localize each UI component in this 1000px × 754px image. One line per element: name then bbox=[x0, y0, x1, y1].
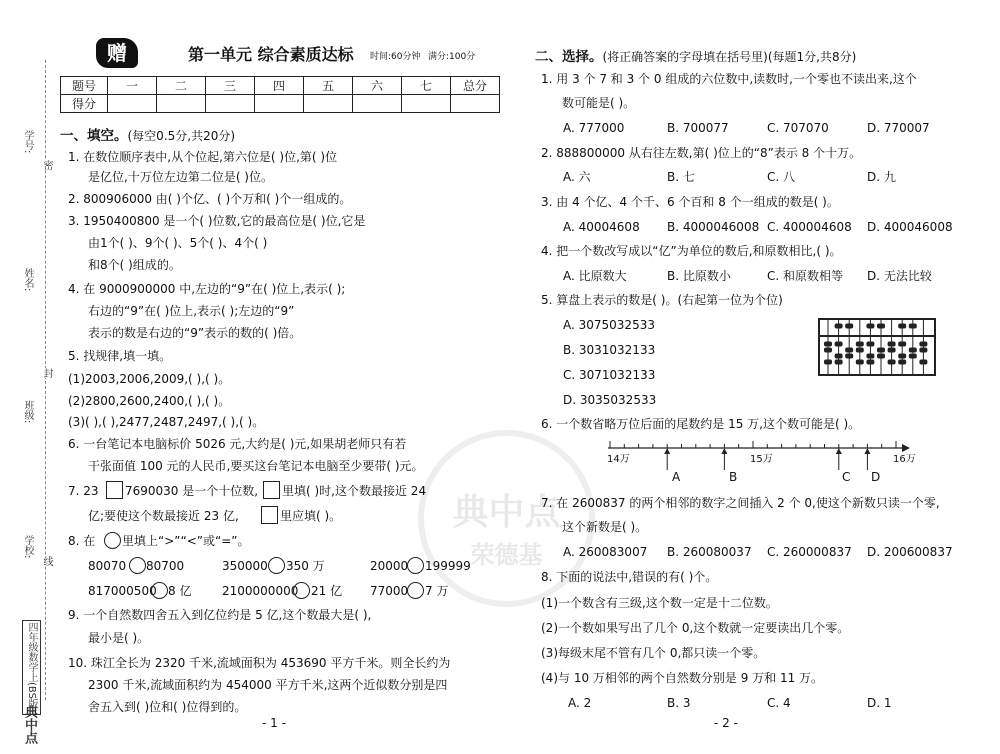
q-line: 干张面值 100 元的人民币,要买这台笔记本电脑至少要带( )元。 bbox=[88, 459, 424, 473]
binding-line bbox=[45, 60, 46, 700]
compare-right: 350 万 bbox=[286, 559, 325, 573]
number-line-pointer-head bbox=[721, 448, 727, 454]
compare-right: 7 万 bbox=[425, 584, 449, 598]
abacus-bead bbox=[877, 324, 885, 329]
q8-start: 8. 在 bbox=[68, 534, 96, 548]
compare-left: 817000500 bbox=[88, 584, 157, 598]
option[interactable]: B. 3031032133 bbox=[563, 343, 656, 357]
binding-mark-mi: 密 bbox=[41, 160, 52, 170]
answer-box[interactable] bbox=[106, 481, 123, 499]
option[interactable]: D. 400046008 bbox=[867, 220, 953, 234]
abacus-bead bbox=[877, 348, 885, 353]
abacus-diagram bbox=[818, 318, 936, 376]
score-input[interactable] bbox=[255, 95, 304, 113]
compare-circle[interactable] bbox=[407, 582, 424, 599]
compare-circle[interactable] bbox=[268, 557, 285, 574]
number-line-point: B bbox=[729, 470, 738, 484]
q-line: 是亿位,十万位左边第二位是( )位。 bbox=[88, 170, 273, 184]
page-number-right: - 2 - bbox=[714, 716, 738, 730]
q-line: 3. 由 4 个亿、4 个千、6 个百和 8 个一组成的数是( )。 bbox=[541, 195, 839, 209]
score-cell: 二 bbox=[157, 77, 206, 95]
abacus-bead bbox=[888, 360, 896, 365]
option[interactable]: A. 40004608 bbox=[563, 220, 640, 234]
option[interactable]: A. 3075032533 bbox=[563, 318, 655, 332]
number-line-point: C bbox=[842, 470, 851, 484]
q-line: 1. 在数位顺序表中,从个位起,第六位是( )位,第( )位 bbox=[68, 150, 338, 164]
abacus-bead bbox=[909, 324, 917, 329]
section2-title: 二、选择。(将正确答案的字母填在括号里)(每题1分,共8分) bbox=[535, 49, 857, 65]
option[interactable]: C. 707070 bbox=[767, 121, 829, 135]
q-line: 2. 800906000 由( )个亿、( )个万和( )个一组成的。 bbox=[68, 192, 352, 206]
abacus-bead bbox=[845, 354, 853, 359]
compare-left: 77000 bbox=[370, 584, 409, 598]
q-line: (3)( ),( ),2477,2487,2497,( ),( )。 bbox=[68, 415, 265, 429]
option[interactable]: A. 260083007 bbox=[563, 545, 648, 559]
q-line: (1)一个数含有三级,这个数一定是十二位数。 bbox=[541, 596, 778, 610]
abacus-bead bbox=[898, 342, 906, 347]
option[interactable]: B. 260080037 bbox=[667, 545, 752, 559]
number-line-pointer-head bbox=[664, 448, 670, 454]
abacus-bead bbox=[866, 354, 874, 359]
book-title: 四年级数学上(BS版) bbox=[22, 620, 41, 715]
option[interactable]: C. 3071032133 bbox=[563, 368, 656, 382]
compare-right: 199999 bbox=[425, 559, 471, 573]
abacus-bead bbox=[909, 354, 917, 359]
q7-line2-end: 里应填( )。 bbox=[280, 509, 342, 523]
q-line: 舍五入到( )位和( )位得到的。 bbox=[88, 700, 247, 714]
option[interactable]: A. 比原数大 bbox=[563, 269, 627, 283]
binding-mark-xian: 线 bbox=[41, 556, 52, 566]
q-line: 7. 在 2600837 的两个相邻的数字之间插入 2 个 0,使这个新数只读一个零, bbox=[541, 496, 940, 510]
compare-right: 8 亿 bbox=[168, 584, 192, 598]
answer-box[interactable] bbox=[261, 506, 278, 524]
option[interactable]: D. 1 bbox=[867, 696, 892, 710]
q-line: 由1个( )、9个( )、5个( )、4个( ) bbox=[88, 236, 268, 250]
abacus-bead bbox=[866, 342, 874, 347]
compare-right: 80700 bbox=[146, 559, 185, 573]
option[interactable]: B. 3 bbox=[667, 696, 691, 710]
option[interactable]: C. 和原数相等 bbox=[767, 269, 844, 283]
q-line: (2)2800,2600,2400,( ),( )。 bbox=[68, 394, 231, 408]
binding-label-school: 学校: bbox=[22, 535, 33, 559]
abacus-bead bbox=[909, 348, 917, 353]
number-line-pointer-head bbox=[864, 448, 870, 454]
compare-circle[interactable] bbox=[104, 532, 121, 549]
abacus-bead bbox=[856, 348, 864, 353]
option[interactable]: C. 400004608 bbox=[767, 220, 852, 234]
q-line: 数可能是( )。 bbox=[562, 96, 636, 110]
gift-badge: 赠 bbox=[96, 38, 138, 68]
abacus-bead bbox=[856, 342, 864, 347]
option[interactable]: B. 七 bbox=[667, 170, 695, 184]
compare-right: 21 亿 bbox=[311, 584, 343, 598]
score-cell: 总分 bbox=[451, 77, 500, 95]
number-line-point: A bbox=[672, 470, 681, 484]
option[interactable]: C. 八 bbox=[767, 170, 796, 184]
number-line-arrow bbox=[902, 444, 910, 452]
q8-end: 里填上“>”“<”或“=”。 bbox=[122, 534, 250, 548]
q7-line2: 亿;要使这个数最接近 23 亿, bbox=[88, 509, 239, 523]
abacus-bead bbox=[888, 342, 896, 347]
abacus-bead bbox=[898, 324, 906, 329]
score-cell: 三 bbox=[206, 77, 255, 95]
score-input[interactable] bbox=[108, 95, 157, 113]
compare-circle[interactable] bbox=[293, 582, 310, 599]
abacus-bead bbox=[824, 348, 832, 353]
q-line: 1. 用 3 个 7 和 3 个 0 组成的六位数中,读数时,一个零也不读出来,这个 bbox=[541, 72, 917, 86]
compare-left: 350000 bbox=[222, 559, 268, 573]
score-cell: 五 bbox=[304, 77, 353, 95]
q-line: 10. 珠江全长为 2320 千米,流域面积为 453690 平方千米。则全长约为 bbox=[68, 656, 451, 670]
score-cell: 四 bbox=[255, 77, 304, 95]
abacus-bead bbox=[898, 354, 906, 359]
answer-box[interactable] bbox=[263, 481, 280, 499]
score-cell: 七 bbox=[402, 77, 451, 95]
compare-circle[interactable] bbox=[129, 557, 146, 574]
q-line: 4. 把一个数改写成以“亿”为单位的数后,和原数相比,( )。 bbox=[541, 244, 842, 258]
abacus-bead bbox=[845, 348, 853, 353]
brand-logo: 典中点 bbox=[22, 705, 37, 744]
score-input[interactable] bbox=[402, 95, 451, 113]
score-cell: 得分 bbox=[61, 95, 108, 113]
q-line: 2300 千米,流域面积约为 454000 平方千米,这两个近似数分别是四 bbox=[88, 678, 448, 692]
page-number-left: - 1 - bbox=[262, 716, 286, 730]
abacus-bead bbox=[824, 360, 832, 365]
abacus-rods bbox=[824, 320, 927, 374]
abacus-bead bbox=[856, 360, 864, 365]
abacus-bead bbox=[835, 360, 843, 365]
score-input[interactable] bbox=[206, 95, 255, 113]
number-line-label: 15万 bbox=[750, 454, 773, 465]
option[interactable]: D. 九 bbox=[867, 170, 896, 184]
q-line: 这个新数是( )。 bbox=[562, 520, 648, 534]
q-line: (4)与 10 万相邻的两个自然数分别是 9 万和 11 万。 bbox=[541, 671, 824, 685]
compare-circle[interactable] bbox=[407, 557, 424, 574]
score-input[interactable] bbox=[353, 95, 402, 113]
q-line: 表示的数是右边的“9”表示的数的( )倍。 bbox=[88, 326, 302, 340]
q-line: 9. 一个自然数四舍五入到亿位约是 5 亿,这个数最大是( ), bbox=[68, 608, 372, 622]
compare-left: 80070 bbox=[88, 559, 127, 573]
binding-mark-feng: 封 bbox=[41, 368, 52, 378]
option[interactable]: B. 700077 bbox=[667, 121, 729, 135]
number-line-label: 16万 bbox=[893, 454, 916, 465]
abacus-bead bbox=[866, 324, 874, 329]
option[interactable]: B. 比原数小 bbox=[667, 269, 731, 283]
score-input[interactable] bbox=[451, 95, 500, 113]
q7-mid: 7690030 是一个十位数, bbox=[125, 484, 259, 498]
option[interactable]: A. 2 bbox=[568, 696, 592, 710]
abacus-bead bbox=[919, 348, 927, 353]
q-line: (1)2003,2006,2009,( ),( )。 bbox=[68, 372, 231, 386]
score-table bbox=[60, 76, 500, 113]
option[interactable]: A. 六 bbox=[563, 170, 591, 184]
abacus-bead bbox=[898, 360, 906, 365]
unit-title: 第一单元 综合素质达标 bbox=[188, 45, 354, 64]
option[interactable]: D. 770007 bbox=[867, 121, 930, 135]
watermark-text: 典中点 bbox=[452, 492, 561, 533]
abacus-bead bbox=[845, 324, 853, 329]
number-line-label: 14万 bbox=[607, 454, 630, 465]
abacus-bead bbox=[835, 342, 843, 347]
q-line: (2)一个数如果写出了几个 0,这个数就一定要读出几个零。 bbox=[541, 621, 850, 635]
compare-circle[interactable] bbox=[151, 582, 168, 599]
q7-end: 里填( )时,这个数最接近 24 bbox=[282, 484, 427, 498]
number-line-pointer-head bbox=[836, 448, 842, 454]
q-line: 最小是( )。 bbox=[88, 631, 150, 645]
option[interactable]: A. 777000 bbox=[563, 121, 625, 135]
q-line: 6. 一台笔记本电脑标价 5026 元,大约是( )元,如果胡老师只有若 bbox=[68, 437, 407, 451]
score-cell: 六 bbox=[353, 77, 402, 95]
option[interactable]: B. 4000046008 bbox=[667, 220, 760, 234]
q-line: 4. 在 9000900000 中,左边的“9”在( )位上,表示( ); bbox=[68, 282, 346, 296]
q-line: 6. 一个数省略万位后面的尾数约是 15 万,这个数可能是( )。 bbox=[541, 417, 861, 431]
abacus-bead bbox=[835, 354, 843, 359]
binding-label-id: 学号: bbox=[22, 130, 33, 154]
q-line: 和8个( )组成的。 bbox=[88, 258, 181, 272]
time-label: 时间:60分钟 bbox=[370, 52, 421, 62]
abacus-bead bbox=[888, 348, 896, 353]
binding-label-class: 班级: bbox=[22, 400, 33, 424]
q-line: 8. 下面的说法中,错误的有( )个。 bbox=[541, 570, 718, 584]
abacus-bead bbox=[877, 354, 885, 359]
abacus-bead bbox=[919, 360, 927, 365]
score-cell: 题号 bbox=[61, 77, 108, 95]
abacus-bead bbox=[835, 324, 843, 329]
score-input[interactable] bbox=[304, 95, 353, 113]
abacus-bead bbox=[824, 342, 832, 347]
compare-left: 2100000000 bbox=[222, 584, 299, 598]
q-line: (3)每级末尾不管有几个 0,都只读一个零。 bbox=[541, 646, 766, 660]
score-label: 满分:100分 bbox=[428, 52, 476, 62]
binding-label-name: 姓名: bbox=[22, 268, 33, 292]
q-line: 5. 找规律,填一填。 bbox=[68, 349, 172, 363]
q7-start: 7. 23 bbox=[68, 484, 99, 498]
section1-title: 一、填空。(每空0.5分,共20分) bbox=[60, 128, 236, 144]
watermark-subtext: 荣德基 bbox=[470, 541, 543, 569]
compare-left: 20000 bbox=[370, 559, 409, 573]
number-line-point: D bbox=[871, 470, 881, 484]
option[interactable]: D. 无法比较 bbox=[867, 269, 932, 283]
abacus-bead bbox=[919, 342, 927, 347]
q-line: 2. 888800000 从右往左数,第( )位上的“8”表示 8 个十万。 bbox=[541, 146, 862, 160]
score-cell: 一 bbox=[108, 77, 157, 95]
q-line: 3. 1950400800 是一个( )位数,它的最高位是( )位,它是 bbox=[68, 214, 366, 228]
option[interactable]: D. 200600837 bbox=[867, 545, 953, 559]
option[interactable]: C. 260000837 bbox=[767, 545, 852, 559]
abacus-bead bbox=[866, 360, 874, 365]
option[interactable]: C. 4 bbox=[767, 696, 791, 710]
q-line: 5. 算盘上表示的数是( )。(右起第一位为个位) bbox=[541, 293, 783, 307]
q-line: 右边的“9”在( )位上,表示( );左边的“9” bbox=[88, 304, 295, 318]
option[interactable]: D. 3035032533 bbox=[563, 393, 657, 407]
score-input[interactable] bbox=[157, 95, 206, 113]
